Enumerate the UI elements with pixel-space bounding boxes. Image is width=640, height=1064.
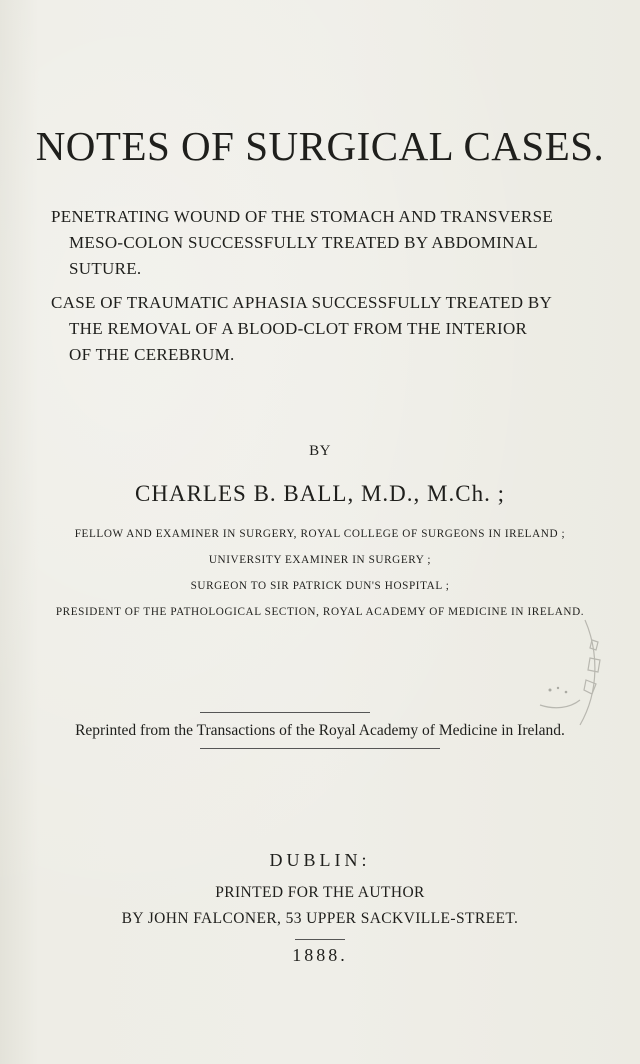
paper-title-1	[51, 204, 611, 282]
credential-line: UNIVERSITY EXAMINER IN SURGERY ;	[208, 554, 432, 566]
credential-line: SURGEON TO SIR PATRICK DUN'S HOSPITAL ;	[190, 580, 450, 592]
paper-title-1-line-3: SUTURE.	[69, 259, 142, 278]
credential-line: PRESIDENT OF THE PATHOLOGICAL SECTION, ROYAL ACADEMY OF MEDICINE IN IRELAND.	[55, 606, 585, 618]
divider-rule	[295, 939, 345, 940]
paper-list	[51, 204, 611, 376]
page-title: NOTES OF SURGICAL CASES.	[35, 123, 605, 169]
paper-title-2-line-2: THE REMOVAL OF A BLOOD-CLOT FROM THE INTERIOR	[69, 319, 528, 338]
divider-rule	[200, 748, 440, 749]
imprint-printer: BY JOHN FALCONER, 53 UPPER SACKVILLE-STREET.	[121, 910, 519, 927]
divider-rule	[200, 712, 370, 713]
paper-title-1-line-2: MESO-COLON SUCCESSFULLY TREATED BY ABDOMINAL	[69, 233, 538, 252]
imprint-city: DUBLIN:	[269, 850, 371, 870]
publication-year: 1888.	[292, 945, 348, 965]
library-stamp-icon	[480, 610, 610, 740]
credential-line: FELLOW AND EXAMINER IN SURGERY, ROYAL COLLEGE OF SURGEONS IN IRELAND ;	[74, 528, 566, 540]
paper-title-2-line-1: CASE OF TRAUMATIC APHASIA SUCCESSFULLY TREATED BY	[51, 293, 553, 312]
imprint-printed-for: PRINTED FOR THE AUTHOR	[215, 884, 425, 901]
reprint-note: Reprinted from the Transactions of the Royal Academy of Medicine in Ireland.	[75, 722, 565, 739]
by-label: BY	[309, 443, 331, 459]
paper-title-1-line-1: PENETRATING WOUND OF THE STOMACH AND TRANSVERSE	[51, 207, 554, 226]
author-name: CHARLES B. BALL, M.D., M.Ch. ;	[135, 481, 505, 506]
paper-title-2	[51, 290, 611, 368]
paper-title-2-line-3: OF THE CEREBRUM.	[69, 345, 235, 364]
